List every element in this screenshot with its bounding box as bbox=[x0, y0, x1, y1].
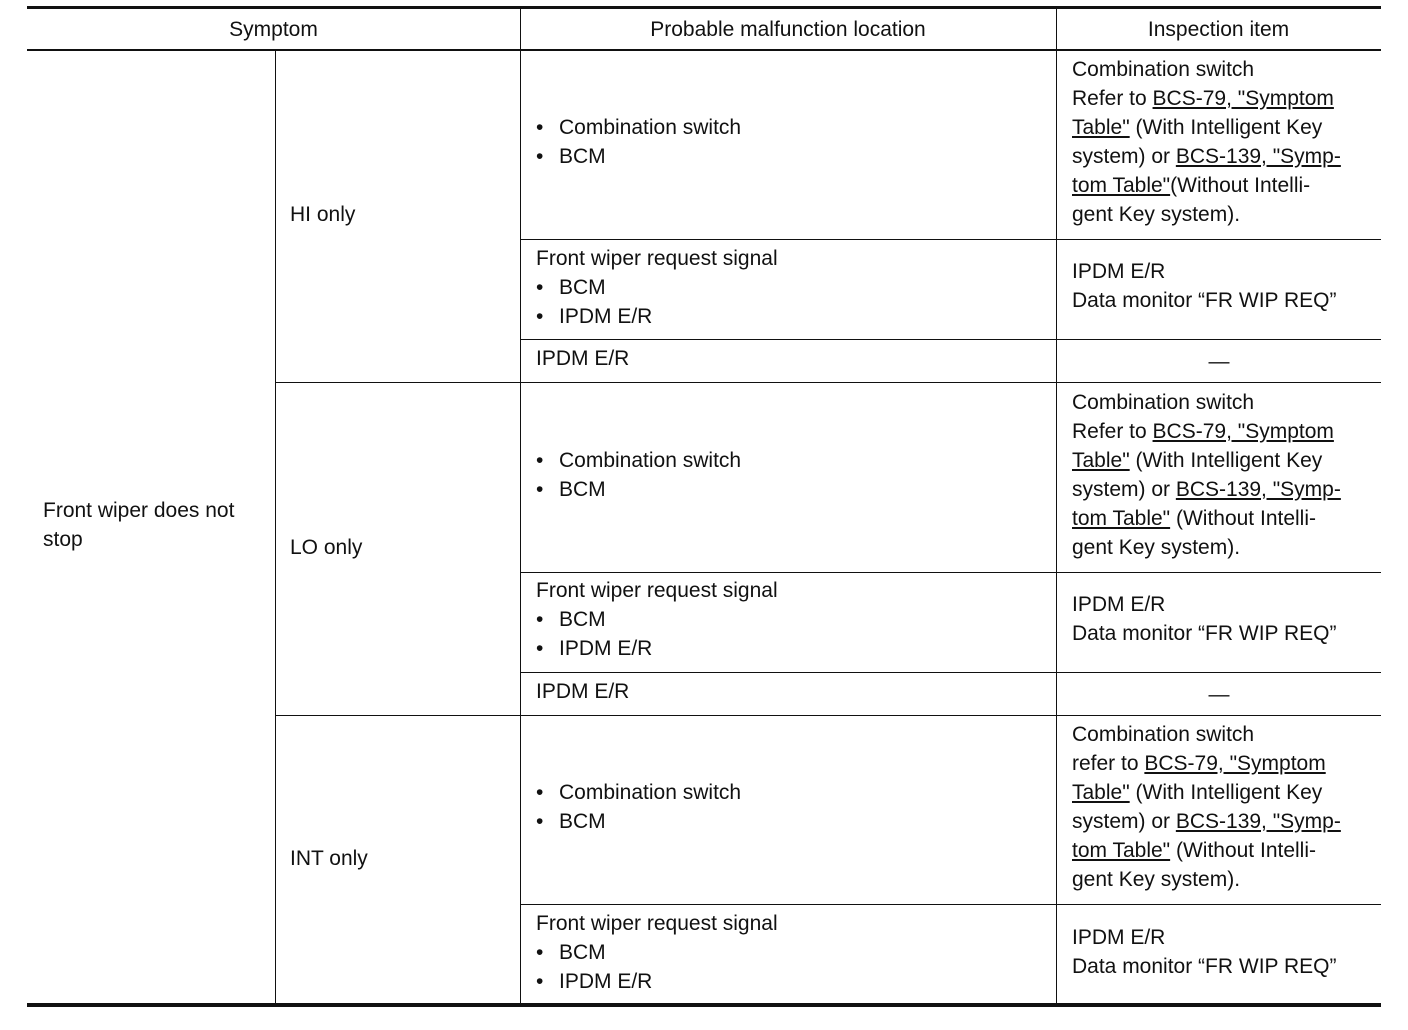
location-cell: IPDM E/R bbox=[536, 347, 630, 370]
bullet-item: • BCM bbox=[536, 475, 741, 504]
bcs-79-link[interactable]: BCS-79, "Symptom bbox=[1144, 752, 1326, 775]
bullet-item: • BCM bbox=[536, 938, 778, 967]
header-rule bbox=[27, 49, 1381, 51]
table-bottom-rule bbox=[27, 1003, 1381, 1007]
inspection-line: Data monitor “FR WIP REQ” bbox=[1072, 955, 1337, 978]
header-location: Probable malfunction location bbox=[650, 17, 926, 41]
inspection-line: system) or BCS-139, "Symp- bbox=[1072, 478, 1341, 501]
bcs-139-link[interactable]: tom Table" bbox=[1072, 174, 1171, 197]
location-cell bbox=[536, 244, 778, 331]
location-cell bbox=[536, 113, 741, 171]
mode-hi: HI only bbox=[290, 203, 356, 226]
inspection-line: gent Key system). bbox=[1072, 536, 1241, 559]
bullet-item: • IPDM E/R bbox=[536, 634, 778, 663]
bullet-item: • BCM bbox=[536, 273, 778, 302]
mode-int: INT only bbox=[290, 847, 368, 870]
inspection-line: system) or BCS-139, "Symp- bbox=[1072, 810, 1341, 833]
signal-label: Front wiper request signal bbox=[536, 579, 778, 602]
signal-label: Front wiper request signal bbox=[536, 247, 778, 270]
inspection-line: Refer to BCS-79, "Symptom bbox=[1072, 420, 1334, 443]
inspection-line: tom Table" (Without Intelli- bbox=[1072, 839, 1316, 862]
col-rule bbox=[275, 51, 276, 1003]
bullet-item: • Combination switch bbox=[536, 113, 741, 142]
row-rule bbox=[520, 572, 1381, 573]
inspection-line: Table" (With Intelligent Key bbox=[1072, 116, 1323, 139]
inspection-line: IPDM E/R bbox=[1072, 593, 1166, 616]
bullet-item: • Combination switch bbox=[536, 446, 741, 475]
inspection-line: gent Key system). bbox=[1072, 868, 1241, 891]
inspection-cell bbox=[1072, 720, 1341, 894]
bullet-item: • IPDM E/R bbox=[536, 967, 778, 996]
header-inspection: Inspection item bbox=[1147, 17, 1290, 41]
row-rule bbox=[275, 382, 1381, 383]
inspection-line: Table" (With Intelligent Key bbox=[1072, 449, 1323, 472]
inspection-line: Refer to BCS-79, "Symptom bbox=[1072, 87, 1334, 110]
row-rule bbox=[520, 239, 1381, 240]
col-rule bbox=[520, 9, 521, 1003]
no-item-dash: — bbox=[1208, 682, 1230, 706]
inspection-line: tom Table" (Without Intelli- bbox=[1072, 507, 1316, 530]
bcs-79-link[interactable]: BCS-79, "Symptom bbox=[1152, 87, 1334, 110]
bcs-139-link[interactable]: BCS-139, "Symp- bbox=[1175, 145, 1341, 168]
location-cell bbox=[536, 446, 741, 504]
symptom-cell bbox=[43, 496, 273, 554]
inspection-line: tom Table"(Without Intelli- bbox=[1072, 174, 1311, 197]
bullet-item: • BCM bbox=[536, 807, 741, 836]
signal-label: Front wiper request signal bbox=[536, 912, 778, 935]
location-cell bbox=[536, 576, 778, 663]
inspection-line: IPDM E/R bbox=[1072, 926, 1166, 949]
inspection-title: Combination switch bbox=[1072, 58, 1255, 81]
bcs-79-link[interactable]: Table" bbox=[1072, 449, 1130, 472]
inspection-line: Data monitor “FR WIP REQ” bbox=[1072, 622, 1337, 645]
inspection-line: system) or BCS-139, "Symp- bbox=[1072, 145, 1341, 168]
inspection-cell bbox=[1072, 590, 1337, 648]
inspection-line: IPDM E/R bbox=[1072, 260, 1166, 283]
inspection-cell bbox=[1072, 388, 1341, 562]
bullet-item: • BCM bbox=[536, 142, 741, 171]
symptom-line: Front wiper does not bbox=[43, 499, 235, 522]
location-cell bbox=[536, 778, 741, 836]
bcs-79-link[interactable]: Table" bbox=[1072, 781, 1130, 804]
inspection-line: refer to BCS-79, "Symptom bbox=[1072, 752, 1326, 775]
bcs-139-link[interactable]: BCS-139, "Symp- bbox=[1175, 478, 1341, 501]
bullet-item: • BCM bbox=[536, 605, 778, 634]
mode-lo: LO only bbox=[290, 536, 363, 559]
row-rule bbox=[275, 715, 1381, 716]
inspection-cell bbox=[1072, 55, 1341, 229]
header-symptom: Symptom bbox=[229, 17, 318, 41]
inspection-cell bbox=[1072, 257, 1337, 315]
bcs-139-link[interactable]: tom Table" bbox=[1072, 507, 1171, 530]
inspection-line: Table" (With Intelligent Key bbox=[1072, 781, 1323, 804]
col-rule bbox=[1056, 9, 1057, 1003]
row-rule bbox=[520, 904, 1381, 905]
location-cell bbox=[536, 909, 778, 996]
bullet-item: • Combination switch bbox=[536, 778, 741, 807]
inspection-cell bbox=[1072, 923, 1337, 981]
bcs-79-link[interactable]: Table" bbox=[1072, 116, 1130, 139]
bcs-139-link[interactable]: tom Table" bbox=[1072, 839, 1171, 862]
bcs-79-link[interactable]: BCS-79, "Symptom bbox=[1152, 420, 1334, 443]
no-item-dash: — bbox=[1208, 349, 1230, 373]
bullet-item: • IPDM E/R bbox=[536, 302, 778, 331]
location-cell: IPDM E/R bbox=[536, 680, 630, 703]
inspection-line: Data monitor “FR WIP REQ” bbox=[1072, 289, 1337, 312]
inspection-title: Combination switch bbox=[1072, 723, 1255, 746]
inspection-line: gent Key system). bbox=[1072, 203, 1241, 226]
symptom-line: stop bbox=[43, 528, 83, 551]
inspection-title: Combination switch bbox=[1072, 391, 1255, 414]
bcs-139-link[interactable]: BCS-139, "Symp- bbox=[1175, 810, 1341, 833]
